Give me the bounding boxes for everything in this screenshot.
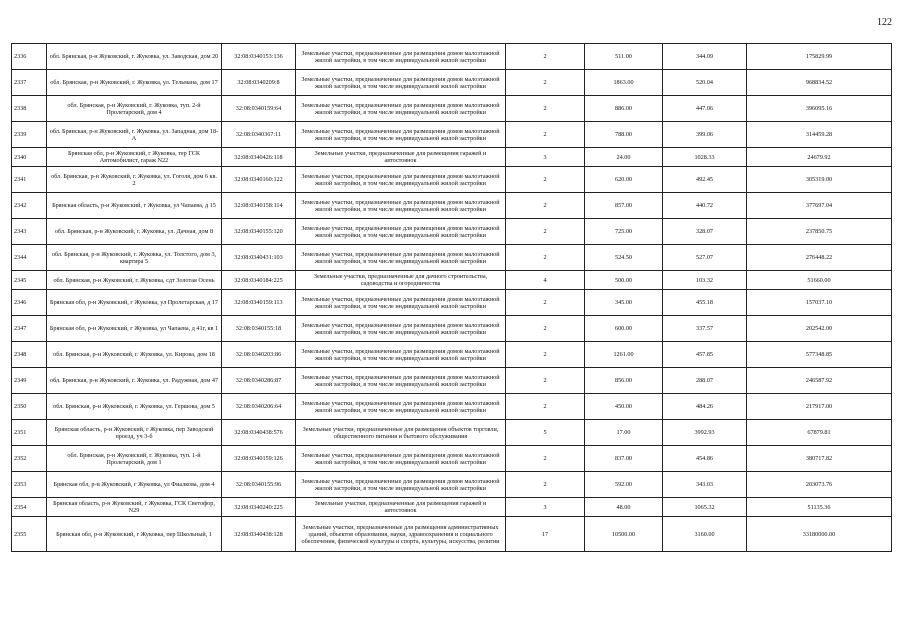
address-cell: обл. Брянская, р-н Жуковский, г. Жуковка, туп. 2-й Пролетарский, дом 4 (47, 96, 222, 122)
row-number-cell: 2350 (12, 394, 47, 420)
specific-value-cell: 492.45 (663, 167, 747, 193)
cadastral-number-cell: 32:08:0340431:103 (222, 245, 296, 271)
row-number-cell: 2338 (12, 96, 47, 122)
cadastral-value-cell: 175829.99 (747, 44, 892, 70)
specific-value-cell: 1065.32 (663, 498, 747, 517)
area-cell: 600.00 (585, 316, 663, 342)
row-number-cell: 2351 (12, 420, 47, 446)
row-number-cell: 2339 (12, 122, 47, 148)
cadastral-value-cell: 314459.28 (747, 122, 892, 148)
land-use-cell: Земельные участки, предназначенные для размещения домов малоэтажной жилой застройки, в том числе индивидуальной жилой застройки (296, 219, 506, 245)
row-number-cell: 2342 (12, 193, 47, 219)
land-use-cell: Земельные участки, предназначенные для размещения домов малоэтажной жилой застройки, в том числе индивидуальной жилой застройки (296, 394, 506, 420)
address-cell: обл. Брянская, р-н Жуковский, г. Жуковка, сдт Золотая Осень (47, 271, 222, 290)
specific-value-cell: 3992.93 (663, 420, 747, 446)
table-row (12, 44, 892, 70)
cadastral-number-cell: 32:08:0340155:18 (222, 316, 296, 342)
table-row (12, 420, 892, 446)
address-cell: обл. Брянская, р-н Жуковский, г. Жуковка, ул. Тельмана, дом 17 (47, 70, 222, 96)
land-use-cell: Земельные участки, предназначенные для размещения домов малоэтажной жилой застройки, в том числе индивидуальной жилой застройки (296, 342, 506, 368)
specific-value-cell: 328.07 (663, 219, 747, 245)
land-use-cell: Земельные участки, предназначенные для размещения домов малоэтажной жилой застройки, в том числе индивидуальной жилой застройки (296, 44, 506, 70)
area-cell: 450.00 (585, 394, 663, 420)
row-number-cell: 2344 (12, 245, 47, 271)
cadastral-value-cell: 968834.52 (747, 70, 892, 96)
group-number-cell: 2 (506, 342, 585, 368)
table-row (12, 148, 892, 167)
cadastral-value-cell: 380717.82 (747, 446, 892, 472)
row-number-cell: 2340 (12, 148, 47, 167)
address-cell: Брянская область, р-н Жуковский, г Жуковка, ГСК Светофор, N29 (47, 498, 222, 517)
row-number-cell: 2349 (12, 368, 47, 394)
group-number-cell: 2 (506, 193, 585, 219)
land-use-cell: Земельные участки, предназначенные для размещения домов малоэтажной жилой застройки, в том числе индивидуальной жилой застройки (296, 70, 506, 96)
specific-value-cell: 343.03 (663, 472, 747, 498)
land-use-cell: Земельные участки, предназначенные для размещения гаражей и автостоянок (296, 498, 506, 517)
address-cell: обл. Брянская, р-н Жуковский, г. Жуковка, ул. Гоголя, дом 6 кв. 2 (47, 167, 222, 193)
row-number-cell: 2354 (12, 498, 47, 517)
land-use-cell: Земельные участки, предназначенные для размещения домов малоэтажной жилой застройки, в том числе индивидуальной жилой застройки (296, 368, 506, 394)
table-row (12, 498, 892, 517)
row-number-cell: 2352 (12, 446, 47, 472)
area-cell: 1261.00 (585, 342, 663, 368)
land-use-cell: Земельные участки, предназначенные для размещения домов малоэтажной жилой застройки, в том числе индивидуальной жилой застройки (296, 167, 506, 193)
table-row (12, 472, 892, 498)
cadastral-number-cell: 32:08:0340159:126 (222, 446, 296, 472)
table-row (12, 316, 892, 342)
area-cell: 17.00 (585, 420, 663, 446)
cadastral-number-cell: 32:08:0340426:118 (222, 148, 296, 167)
table-row (12, 122, 892, 148)
area-cell: 345.00 (585, 290, 663, 316)
cadastral-value-cell: 51660.00 (747, 271, 892, 290)
specific-value-cell: 288.07 (663, 368, 747, 394)
group-number-cell: 2 (506, 290, 585, 316)
area-cell: 524.50 (585, 245, 663, 271)
row-number-cell: 2348 (12, 342, 47, 368)
cadastral-value-cell: 305319.00 (747, 167, 892, 193)
address-cell: обл. Брянская, р-н Жуковский, г. Жуковка, ул. Радужная, дом 47 (47, 368, 222, 394)
cadastral-number-cell: 32:08:0340184:225 (222, 271, 296, 290)
group-number-cell: 2 (506, 446, 585, 472)
page-number: 122 (877, 17, 892, 28)
specific-value-cell: 454.86 (663, 446, 747, 472)
area-cell: 1863.00 (585, 70, 663, 96)
cadastral-number-cell: 32:08:0340438:128 (222, 517, 296, 552)
cadastral-value-cell: 577348.85 (747, 342, 892, 368)
address-cell: обл. Брянская, р-н Жуковский, г. Жуковка, ул. Заводская, дом 20 (47, 44, 222, 70)
row-number-cell: 2343 (12, 219, 47, 245)
cadastral-value-cell: 51135.36 (747, 498, 892, 517)
cadastral-number-cell: 32:08:0340209:8 (222, 70, 296, 96)
cadastral-number-cell: 32:08:0340153:136 (222, 44, 296, 70)
area-cell: 48.00 (585, 498, 663, 517)
land-use-cell: Земельные участки, предназначенные для размещения домов малоэтажной жилой застройки, в том числе индивидуальной жилой застройки (296, 446, 506, 472)
cadastral-value-table (11, 43, 892, 552)
table-row (12, 96, 892, 122)
row-number-cell: 2346 (12, 290, 47, 316)
table-row (12, 394, 892, 420)
row-number-cell: 2336 (12, 44, 47, 70)
area-cell: 500.00 (585, 271, 663, 290)
specific-value-cell: 1028.33 (663, 148, 747, 167)
area-cell: 857.00 (585, 193, 663, 219)
table-row (12, 70, 892, 96)
row-number-cell: 2353 (12, 472, 47, 498)
cadastral-value-cell: 276448.22 (747, 245, 892, 271)
address-cell: обл. Брянская, р-н Жуковский, г. Жуковка, ул. Западная, дом 18-А (47, 122, 222, 148)
area-cell: 725.00 (585, 219, 663, 245)
address-cell: Брянская обл, р-н Жуковский, г Жуковка, ул Пролетарская, д 17 (47, 290, 222, 316)
cadastral-value-cell: 202542.00 (747, 316, 892, 342)
specific-value-cell: 520.04 (663, 70, 747, 96)
cadastral-number-cell: 32:08:0340240:225 (222, 498, 296, 517)
table-row (12, 368, 892, 394)
cadastral-number-cell: 32:08:0340155:96 (222, 472, 296, 498)
cadastral-value-cell: 67879.81 (747, 420, 892, 446)
specific-value-cell: 484.26 (663, 394, 747, 420)
group-number-cell: 4 (506, 271, 585, 290)
cadastral-number-cell: 32:08:0340286:87 (222, 368, 296, 394)
land-use-cell: Земельные участки, предназначенные для размещения домов малоэтажной жилой застройки, в том числе индивидуальной жилой застройки (296, 290, 506, 316)
cadastral-number-cell: 32:08:0340160:122 (222, 167, 296, 193)
group-number-cell: 2 (506, 316, 585, 342)
area-cell: 10500.00 (585, 517, 663, 552)
group-number-cell: 5 (506, 420, 585, 446)
cadastral-number-cell: 32:08:0340158:114 (222, 193, 296, 219)
specific-value-cell: 527.07 (663, 245, 747, 271)
land-use-cell: Земельные участки, предназначенные для размещения домов малоэтажной жилой застройки, в том числе индивидуальной жилой застройки (296, 245, 506, 271)
land-use-cell: Земельные участки, предназначенные для размещения домов малоэтажной жилой застройки, в том числе индивидуальной жилой застройки (296, 193, 506, 219)
group-number-cell: 2 (506, 394, 585, 420)
cadastral-value-cell: 217917.00 (747, 394, 892, 420)
group-number-cell: 2 (506, 219, 585, 245)
land-use-cell: Земельные участки, предназначенные для размещения домов малоэтажной жилой застройки, в том числе индивидуальной жилой застройки (296, 122, 506, 148)
specific-value-cell: 337.57 (663, 316, 747, 342)
table-row (12, 517, 892, 552)
land-use-cell: Земельные участки, предназначенные для размещения домов малоэтажной жилой застройки, в том числе индивидуальной жилой застройки (296, 96, 506, 122)
specific-value-cell: 440.72 (663, 193, 747, 219)
area-cell: 592.00 (585, 472, 663, 498)
group-number-cell: 2 (506, 44, 585, 70)
specific-value-cell: 455.18 (663, 290, 747, 316)
land-use-cell: Земельные участки, предназначенные для размещения объектов торговли, общественного питания и бытового обслуживания (296, 420, 506, 446)
table-row (12, 342, 892, 368)
row-number-cell: 2347 (12, 316, 47, 342)
row-number-cell: 2341 (12, 167, 47, 193)
area-cell: 24.00 (585, 148, 663, 167)
land-use-cell: Земельные участки, предназначенные для размещения домов малоэтажной жилой застройки, в том числе индивидуальной жилой застройки (296, 472, 506, 498)
group-number-cell: 2 (506, 368, 585, 394)
row-number-cell: 2337 (12, 70, 47, 96)
table-row (12, 245, 892, 271)
group-number-cell: 17 (506, 517, 585, 552)
cadastral-number-cell: 32:08:0340206:64 (222, 394, 296, 420)
cadastral-value-cell: 396095.16 (747, 96, 892, 122)
address-cell: обл. Брянская, р-н Жуковский, г. Жуковка, ул. Дачная, дом 8 (47, 219, 222, 245)
table-body (12, 44, 892, 552)
address-cell: Брянская обл, р-н Жуковский, г Жуковка, тер ГСК Автомобилист, гараж N22 (47, 148, 222, 167)
cadastral-number-cell: 32:08:0340159:113 (222, 290, 296, 316)
row-number-cell: 2345 (12, 271, 47, 290)
land-use-cell: Земельные участки, предназначенные для дачного строительства, садоводства и огородничества (296, 271, 506, 290)
cadastral-number-cell: 32:08:0340438:576 (222, 420, 296, 446)
group-number-cell: 2 (506, 167, 585, 193)
cadastral-number-cell: 32:08:0340203:86 (222, 342, 296, 368)
table-row (12, 167, 892, 193)
cadastral-value-cell: 24679.92 (747, 148, 892, 167)
table-row (12, 271, 892, 290)
address-cell: Брянская область, р-н Жуковский, г Жуковка, пер Заводской проезд, уч 3-б (47, 420, 222, 446)
cadastral-number-cell: 32:08:0340159:64 (222, 96, 296, 122)
area-cell: 511.00 (585, 44, 663, 70)
group-number-cell: 2 (506, 70, 585, 96)
table-row (12, 219, 892, 245)
specific-value-cell: 457.85 (663, 342, 747, 368)
address-cell: Брянская обл, р-н Жуковский, г Жуковка, пер Школьный, 1 (47, 517, 222, 552)
cadastral-number-cell: 32:08:0340155:120 (222, 219, 296, 245)
cadastral-value-cell: 33180000.00 (747, 517, 892, 552)
group-number-cell: 2 (506, 122, 585, 148)
specific-value-cell: 344.09 (663, 44, 747, 70)
address-cell: Брянская обл, р-н Жуковский, г Жуковка, ул Чапаева, д 41г, кв 1 (47, 316, 222, 342)
specific-value-cell: 399.06 (663, 122, 747, 148)
specific-value-cell: 447.06 (663, 96, 747, 122)
group-number-cell: 3 (506, 148, 585, 167)
specific-value-cell: 103.32 (663, 271, 747, 290)
group-number-cell: 2 (506, 472, 585, 498)
table-row (12, 290, 892, 316)
group-number-cell: 3 (506, 498, 585, 517)
group-number-cell: 2 (506, 96, 585, 122)
group-number-cell: 2 (506, 245, 585, 271)
table-row (12, 193, 892, 219)
area-cell: 856.00 (585, 368, 663, 394)
land-use-cell: Земельные участки, предназначенные для размещения домов малоэтажной жилой застройки, в том числе индивидуальной жилой застройки (296, 316, 506, 342)
row-number-cell: 2355 (12, 517, 47, 552)
address-cell: обл. Брянская, р-н Жуковский, г. Жуковка, ул. Гершова, дом 5 (47, 394, 222, 420)
cadastral-value-cell: 377697.04 (747, 193, 892, 219)
land-use-cell: Земельные участки, предназначенные для размещения административных зданий, объектов образования, науки, здравоохранения и социального обеспечения, физической культуры и спорта, культуры, искусства, религии (296, 517, 506, 552)
address-cell: Брянская обл, р-н Жуковский, г Жуковка, ул Фиалкова, дом 4 (47, 472, 222, 498)
cadastral-value-cell: 157037.10 (747, 290, 892, 316)
table-row (12, 446, 892, 472)
area-cell: 620.00 (585, 167, 663, 193)
specific-value-cell: 3160.00 (663, 517, 747, 552)
address-cell: обл. Брянская, р-н Жуковский, г. Жуковка, ул. Кирова, дом 18 (47, 342, 222, 368)
cadastral-value-cell: 203073.76 (747, 472, 892, 498)
land-use-cell: Земельные участки, предназначенные для размещения гаражей и автостоянок (296, 148, 506, 167)
address-cell: обл. Брянская, р-н Жуковский, г. Жуковка, ул. Толстого, дом 3, квартира 5 (47, 245, 222, 271)
cadastral-number-cell: 32:08:0340367:11 (222, 122, 296, 148)
cadastral-value-cell: 237850.75 (747, 219, 892, 245)
area-cell: 837.00 (585, 446, 663, 472)
area-cell: 788.00 (585, 122, 663, 148)
cadastral-value-cell: 246587.92 (747, 368, 892, 394)
area-cell: 886.00 (585, 96, 663, 122)
address-cell: Брянская область, р-н Жуковский, г Жуковка, ул Чапаева, д 15 (47, 193, 222, 219)
address-cell: обл. Брянская, р-н Жуковский, г. Жуковка, туп. 1-й Пролетарский, дом 1 (47, 446, 222, 472)
